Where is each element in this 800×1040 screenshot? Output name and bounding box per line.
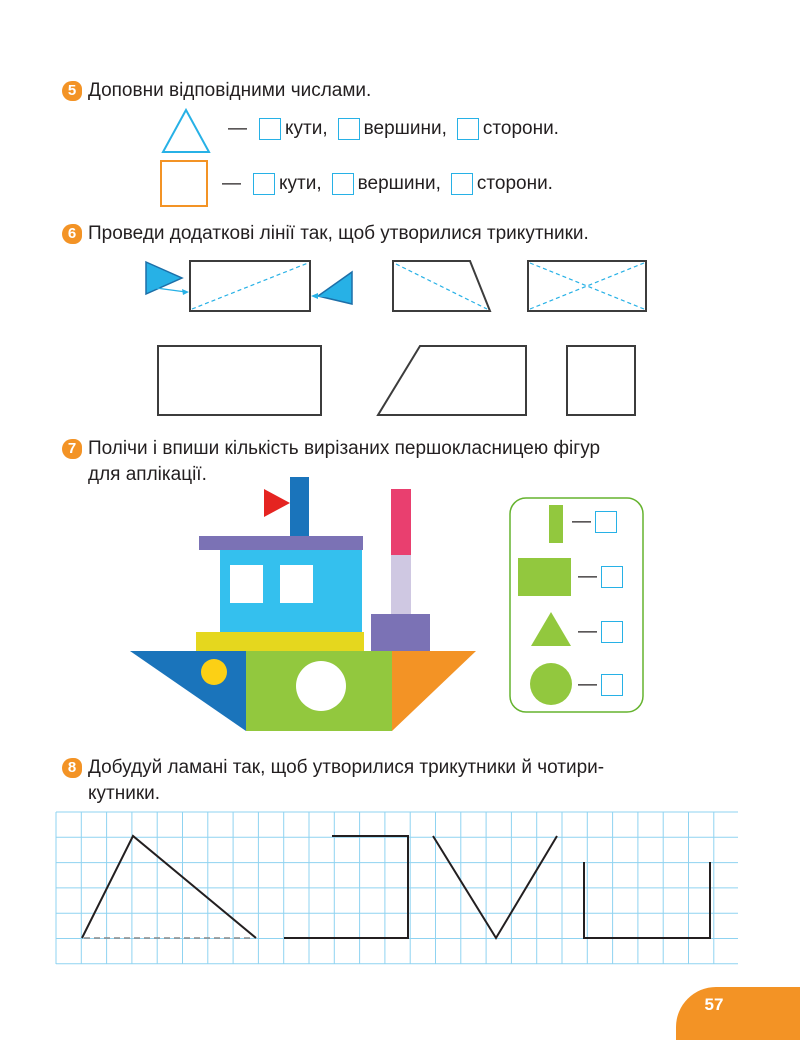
label-vertices: вершини, xyxy=(363,118,447,139)
task-number-badge: 7 xyxy=(62,439,82,459)
polyline-v xyxy=(433,836,557,938)
label-sides: сторони. xyxy=(482,118,559,139)
task-7-title-line-2: для аплікації. xyxy=(88,464,207,485)
page-number: 57 xyxy=(704,995,724,1014)
task-8-text-line1: Добудуй ламані так, щоб утворилися трикутники й чотири- xyxy=(88,757,605,778)
label-angles: кути, xyxy=(279,173,322,194)
task-8-title-line-2: кутники. xyxy=(88,783,161,804)
task-number-badge: 5 xyxy=(62,81,82,101)
label-sides: сторони. xyxy=(476,173,553,194)
dash: — xyxy=(578,566,597,587)
task-7-text-line1: Полічи і впиши кількість вирізаних першокласницею фігур xyxy=(88,438,601,459)
dash: — xyxy=(578,674,597,695)
label-angles: кути, xyxy=(285,118,328,139)
task-5-text: Доповни відповідними числами. xyxy=(88,80,372,101)
polyline-triangle xyxy=(82,836,256,938)
task-number-badge: 8 xyxy=(62,758,82,778)
dash: — xyxy=(222,173,241,194)
dash: — xyxy=(228,118,247,139)
page-number-tab xyxy=(676,987,800,1040)
task-6-text: Проведи додаткові лінії так, щоб утворилися трикутники. xyxy=(88,223,589,244)
dash: — xyxy=(578,621,597,642)
task-number-badge: 6 xyxy=(62,224,82,244)
polyline-bracket xyxy=(284,836,408,938)
dash: — xyxy=(572,511,591,532)
label-vertices: вершини, xyxy=(357,173,441,194)
polyline-u xyxy=(584,862,710,938)
